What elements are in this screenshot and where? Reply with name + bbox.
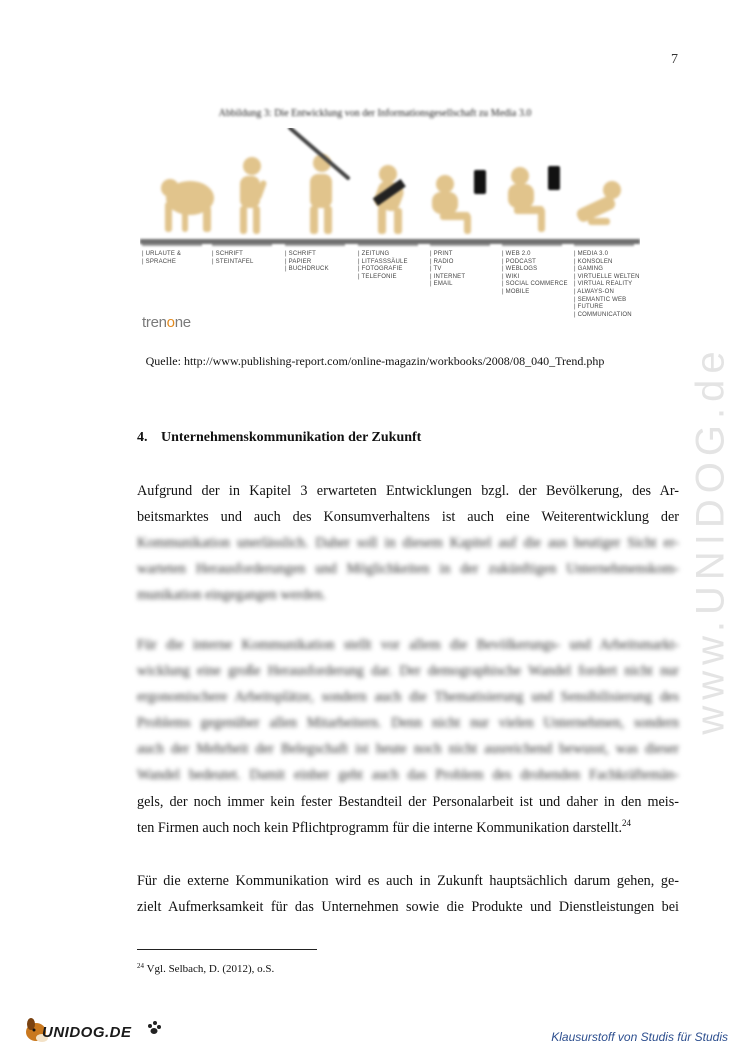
stage-item: | PRINT — [430, 251, 453, 257]
footnote-number: 24 — [137, 962, 144, 970]
footnote-divider — [137, 949, 317, 950]
stage-item: | COMMUNICATION — [574, 311, 632, 318]
text-line: ergonomischere Arbeitsplätze, sondern auch die Thematisierung und Sensibilisierung des — [137, 689, 679, 706]
stage-item: | SCHRIFT — [285, 251, 317, 257]
tv — [474, 170, 486, 194]
stage-item: | INTERNET — [430, 273, 466, 280]
stage-item: | MEDIA 3.0 — [574, 251, 609, 257]
figure-early-human — [240, 157, 267, 234]
figure-pole-carrier — [310, 154, 332, 234]
stage-item: | SOCIAL COMMERCE — [502, 281, 568, 288]
stage-item: | MOBILE — [502, 288, 530, 295]
stage-item: | TELEFONIE — [358, 273, 397, 280]
figure-ape — [161, 179, 214, 232]
stage-item: | VIRTUAL REALITY — [574, 281, 633, 288]
text-line: Aufgrund der in Kapitel 3 erwarteten Entwicklungen bzgl. der Bevölkerung, des Ar- — [137, 483, 679, 499]
text-line: Für die interne Kommunikation stellt vor allem die Bevölkerungs- und Arbeitsmarkt- — [137, 637, 679, 653]
stage-item: | ZEITUNG — [358, 251, 390, 257]
section-heading — [137, 430, 421, 446]
text-line: wicklung eine große Herausforderung dar. Der demographische Wandel fordert nicht nur — [137, 663, 679, 680]
text-line: Wandel bedeutet. Damit einher geht auch das Problem des drohenden Fachkräftemän- — [137, 767, 679, 784]
evolution-illustration — [140, 128, 640, 338]
page-number: 7 — [671, 52, 678, 67]
stage-item: | EMAIL — [430, 281, 453, 288]
stage-item: | WIKI — [502, 273, 520, 280]
unidog-logo-text[interactable]: UNIDOG.DE — [42, 1024, 132, 1041]
stage-item: | URLAUTE & — [142, 251, 182, 257]
stage-item: | PODCAST — [502, 258, 537, 265]
stage-item: | BUCHDRUCK — [285, 266, 329, 273]
stage-item: | STEINTAFEL — [212, 258, 254, 265]
footnote-reference[interactable]: 24 — [622, 817, 632, 828]
text-line: zielt Aufmerksamkeit für das Unternehmen sowie die Produkte und Dienstleistungen bei — [137, 899, 679, 916]
stage-1 — [142, 251, 210, 266]
stage-item: | KONSOLEN — [574, 258, 613, 265]
stage-item: | LITFASSSÄULE — [358, 258, 408, 265]
stage-item: | FOTOGRAFIE — [358, 266, 403, 273]
pc — [548, 166, 560, 190]
text-line: Für die externe Kommunikation wird es auch in Zukunft hauptsächlich darum gehen, ge- — [137, 873, 679, 889]
text-line: beitsmarktes und auch des Konsumverhaltens ist auch eine Weiterentwicklung der — [137, 509, 679, 526]
text-line: munikation eingegangen werden. — [137, 587, 326, 604]
paragraph-3 — [137, 868, 679, 920]
stage-item: | SPRACHE — [142, 258, 177, 265]
timeline-bar — [140, 239, 640, 244]
trendone-logo: trenone — [142, 314, 191, 331]
text-line: ten Firmen auch noch kein Pflichtprogramm für die interne Kommunikation darstellt.$^{24}$ — [137, 817, 632, 836]
stage-item: | SCHRIFT — [212, 251, 244, 257]
paragraph-2 — [137, 632, 679, 841]
figure-tv-viewer — [432, 175, 471, 234]
footnote — [137, 963, 274, 975]
stage-4 — [358, 251, 426, 281]
text-line: Problems gegenüber allen Mitarbeitern. Denn nicht nur vielen Unternehmen, sondern — [137, 715, 679, 732]
stage-6 — [502, 251, 570, 297]
stage-2 — [212, 251, 280, 266]
text-line: gels, der noch immer kein fester Bestandteil der Personalarbeit ist und daher in den meis- — [137, 793, 679, 810]
footnote-text: Vgl. Selbach, D. (2012), o.S. — [146, 963, 275, 975]
stage-item: | RADIO — [430, 258, 454, 265]
stage-item: | TV — [430, 266, 442, 273]
section-number: 4. — [137, 430, 148, 445]
figure-pc-user — [508, 167, 545, 232]
stage-item: | FUTURE — [574, 304, 604, 311]
stage-item: | WEBLOGS — [502, 266, 538, 273]
text-line: Kommunikation unerlässlich. Daher soll in diesem Kapitel auf die aus heutiger Sicht er- — [137, 535, 679, 552]
stage-item: | VIRTUELLE WELTEN — [574, 273, 640, 280]
stage-7 — [574, 251, 642, 319]
paragraph-1 — [137, 478, 679, 608]
stage-3 — [285, 251, 353, 274]
stage-item: | PAPIER — [285, 258, 312, 265]
text-line: auch der Mehrheit der Belegschaft ist heute noch nicht ausreichend bewusst, was dieser — [137, 741, 679, 758]
evolution-figure — [140, 128, 640, 338]
figure-lying — [575, 181, 621, 225]
section-title: Unternehmenskommunikation der Zukunft — [161, 430, 422, 445]
stage-item: | GAMING — [574, 266, 604, 273]
stage-item: | SEMANTIC WEB — [574, 296, 627, 303]
stage-item: | ALWAYS-ON — [574, 288, 614, 295]
text-line: warteten Herausforderungen und Möglichkeiten in der zukünftigen Unternehmenskom- — [137, 561, 679, 578]
watermark: www.UNIDOG.de — [688, 345, 733, 735]
figure-source: Quelle: http://www.publishing-report.com/online-magazin/workbooks/2008/08_040_Trend.php — [145, 354, 605, 368]
stage-item: | WEB 2.0 — [502, 251, 531, 257]
figure-caption: Abbildung 3: Die Entwicklung von der Informationsgesellschaft zu Media 3.0 — [218, 108, 532, 119]
footer-slogan: Klausurstoff von Studis für Studis — [551, 1030, 728, 1044]
stage-5 — [430, 251, 498, 289]
